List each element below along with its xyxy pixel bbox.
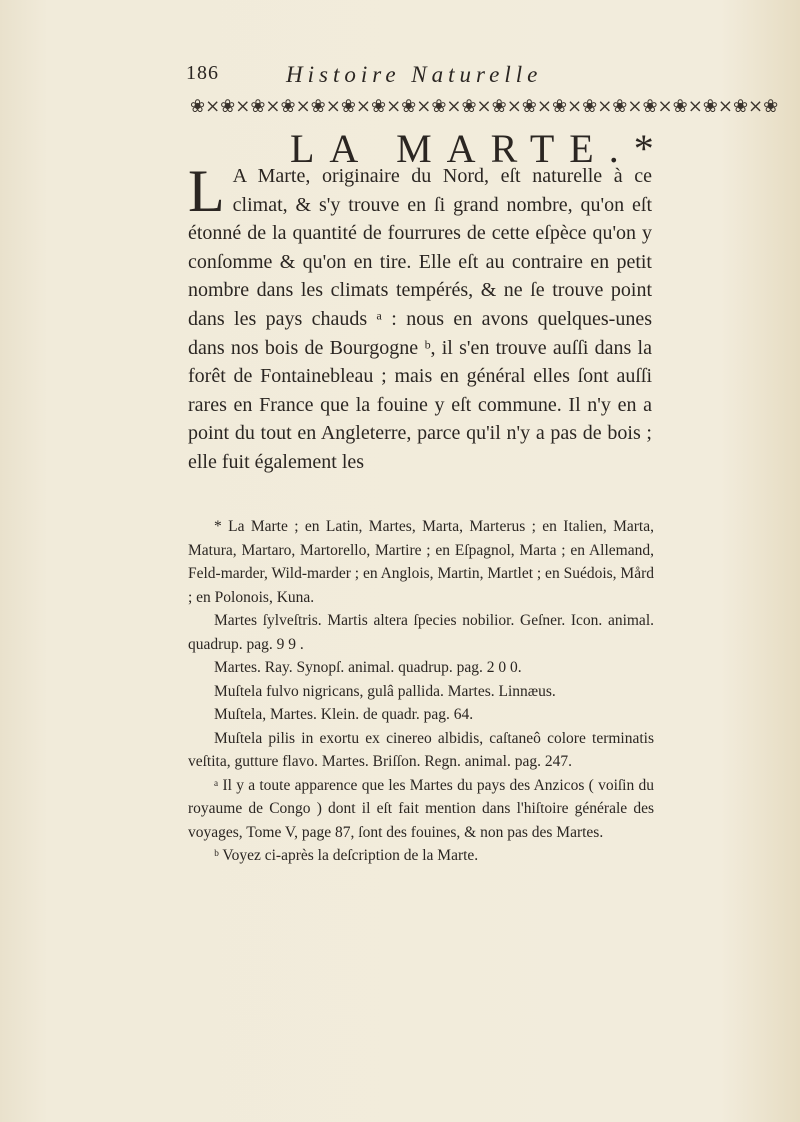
running-title: Histoire Naturelle — [286, 62, 543, 87]
footnotes — [188, 515, 654, 868]
footnote-star: * La Marte ; en Latin, Martes, Marta, Marterus ; en Italien, Marta, Matura, Martaro, Martorello, Martire ; en Eſpagnol, Marta ; en Allemand, Feld-marder, Wild-marder ; en Anglois, Martin, Martlet ; en Suédois, Mård ; en Polonois, Kuna. — [188, 518, 654, 606]
footnote-b: ᵇ Voyez ci-après la deſcription de la Marte. — [214, 847, 479, 864]
footnote-linnaeus: Muſtela fulvo nigricans, gulâ pallida. Martes. Linnæus. — [214, 682, 556, 700]
footnote-gesner: Martes ſylveſtris. Martis altera ſpecies nobilior. Geſner. Icon. animal. quadrup. pag. 9 9 . — [188, 612, 654, 653]
footnote-brisson: Muſtela pilis in exortu ex cinereo albidis, caſtaneô colore terminatis veſtita, gutture flavo. Martes. Briſſon. Regn. animal. pag. 247. — [188, 729, 654, 770]
decorative-ornament-band: ❀⨯❀⨯❀⨯❀⨯❀⨯❀⨯❀⨯❀⨯❀⨯❀⨯❀⨯❀⨯❀⨯❀⨯❀⨯❀⨯❀⨯❀⨯❀⨯❀ — [190, 96, 779, 116]
footnote-ray: Martes. Ray. Synopſ. animal. quadrup. pag. 2 0 0. — [214, 659, 522, 676]
main-text — [188, 158, 652, 477]
footnote-a: ᵃ Il y a toute apparence que les Martes du pays des Anzicos ( voiſin du royaume de Congo ) dont il eſt fait mention dans l'hiſtoire générale des voyages, Tome V, page 87, ſont des fouines, & non pas des Martes. — [188, 776, 654, 841]
drop-cap: L — [188, 158, 225, 224]
footnote-klein: Muſtela, Martes. Klein. de quadr. pag. 64. — [214, 706, 474, 723]
main-paragraph: A Marte, originaire du Nord, eſt naturelle à ce climat, & s'y trouve en ſi grand nombre, qu'on eſt étonné de la quantité de fourrures de cette eſpèce qu'on y conſomme & qu'on en tire. Elle eſt au contraire en petit nombre dans les climats tempérés, & ne ſe trouve point dans les pays chauds ᵃ : nous en avons quelques-unes dans nos bois de Bourgogne ᵇ, il s'en trouve auſſi dans la forêt de Fontainebleau ; mais en général elles ſont auſſi rares en France que la fouine y eſt commune. Il n'y en a point du tout en Angleterre, parce qu'il n'y a pas de bois ; elle fuit également les — [188, 165, 652, 473]
page-number: 186 — [186, 62, 219, 84]
chapter-title: LA MARTE.* — [290, 126, 669, 171]
